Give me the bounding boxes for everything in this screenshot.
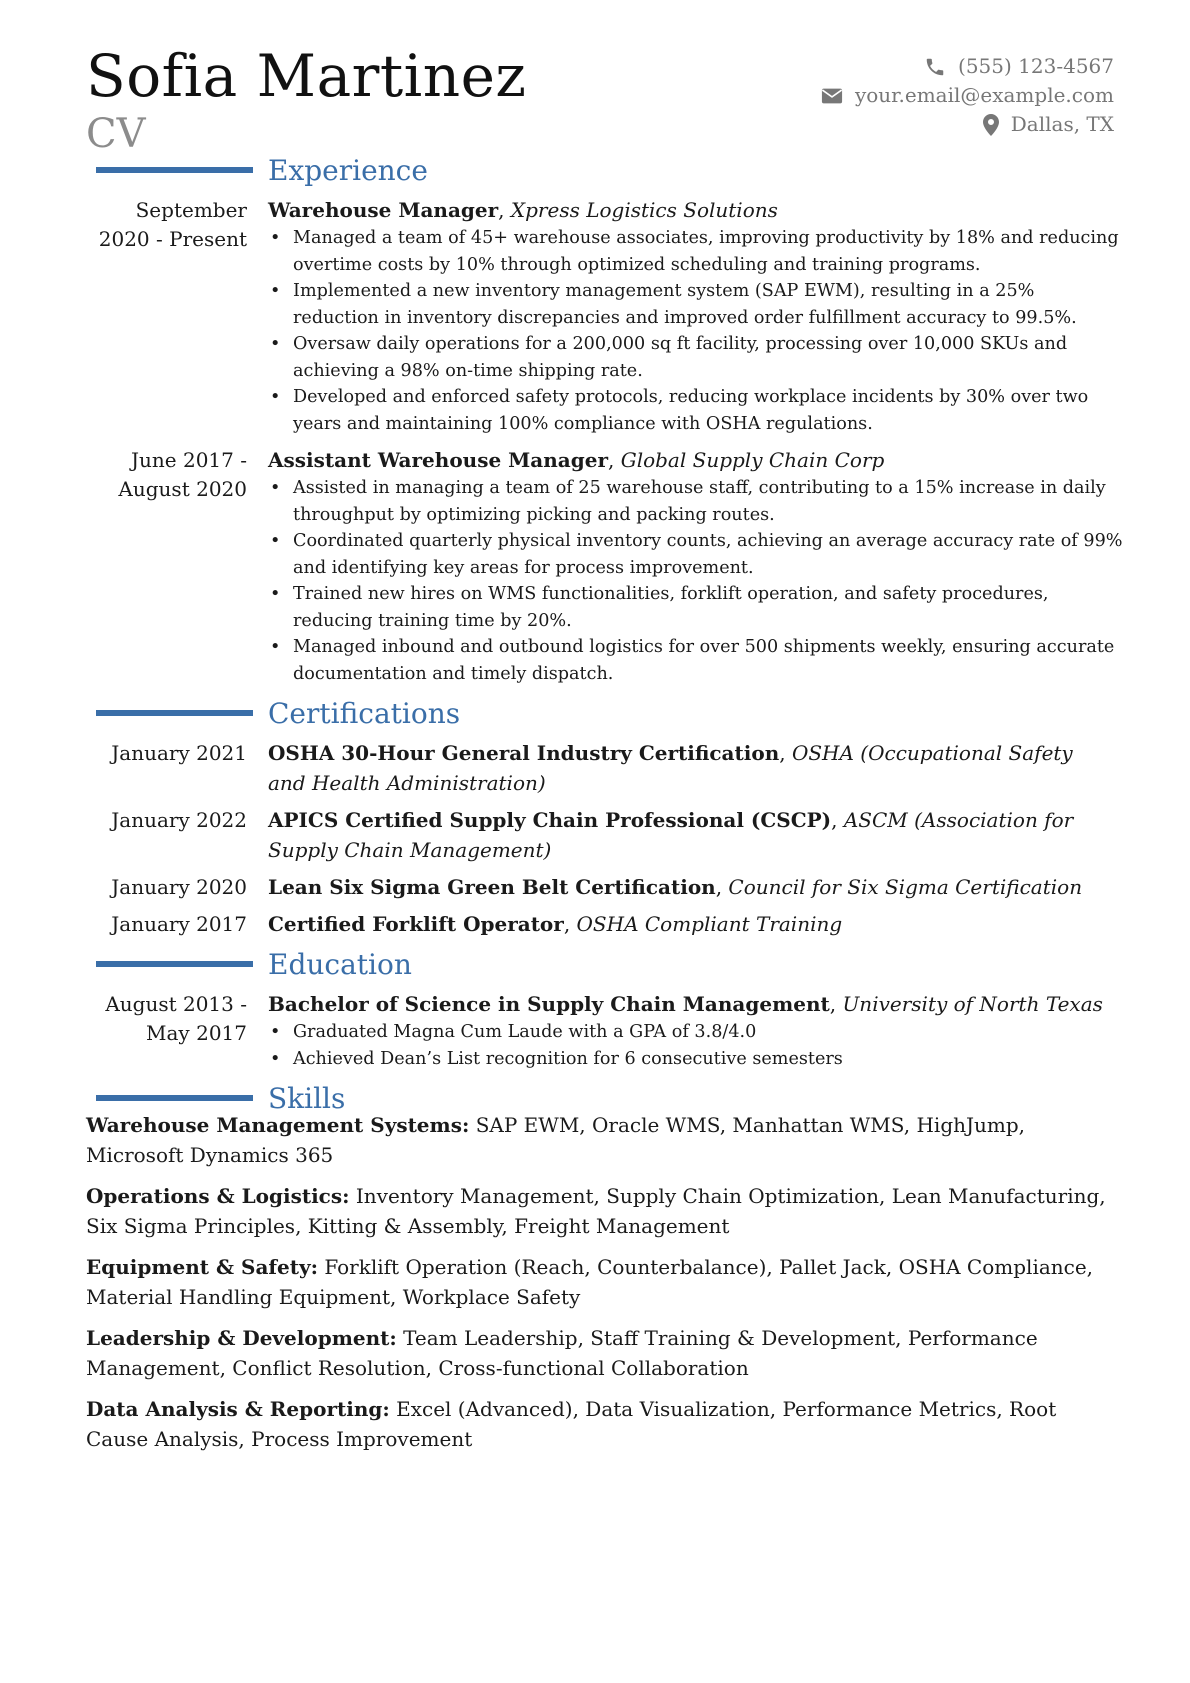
entry-date: January 2017: [111, 912, 247, 936]
contact-phone-row: [821, 52, 1114, 81]
entry-body: OSHA 30-Hour General Industry Certification, OSHA (Occupational Safety and Health Administration): [268, 741, 1073, 795]
skill-group: Operations & Logistics: Inventory Management, Supply Chain Optimization, Lean Manufacturing, Six Sigma Principles, Kitting & Assembly, Freight Management: [86, 1184, 1106, 1238]
experience-header: [0, 154, 1190, 190]
job-company: Xpress Logistics Solutions: [510, 198, 778, 222]
skill-group: Leadership & Development: Team Leadership, Staff Training & Development, Performance Management, Conflict Resolution, Cross-functional Collaboration: [86, 1326, 1038, 1380]
section-title-certifications: Certifications: [268, 697, 461, 730]
entry-date: January 2021: [111, 741, 247, 765]
document-subtitle: CV: [86, 111, 146, 157]
skill-group: Warehouse Management Systems: SAP EWM, Oracle WMS, Manhattan WMS, HighJump, Microsoft Dynamics 365: [86, 1113, 1026, 1167]
entry-body: Bachelor of Science in Supply Chain Management, University of North Texas • Graduated Magna Cum Laude with a GPA of 3.8/4.0 • Achieved Dean’s List recognition for 6 consecutive semesters: [268, 990, 1108, 1072]
list-item: • Managed inbound and outbound logistics for over 500 shipments weekly, ensuring accurate documentation and timely dispatch.: [268, 634, 1123, 687]
degree: Bachelor of Science in Supply Chain Management: [268, 992, 830, 1016]
contact-email[interactable]: your.email@example.com: [854, 83, 1114, 107]
contact-email-row: [821, 81, 1114, 110]
skills-list: [86, 1111, 1120, 1466]
certifications-header: [0, 697, 1190, 733]
entry-body: Assistant Warehouse Manager, Global Supply Chain Corp • Assisted in managing a team of 25 warehouse staff, contributing to a 15% increase in daily throughput by optimizing picking and packing routes. • Coordinated quarterly physical inventory counts, achieving an average accuracy rate of 99% and identifying key areas for process improvement. • Trained new hires on WMS functionalities, forklift operation, and safety procedures, reducing training time by 20%. • Managed inbound and outbound logistics for over 500 shipments weekly, ensuring accurate documentation and timely dispatch.: [268, 446, 1108, 687]
job-role: Warehouse Manager: [268, 198, 499, 222]
cert-issuer: OSHA (Occupational Safety and Health Administration): [268, 741, 1073, 795]
list-item: • Achieved Dean’s List recognition for 6 consecutive semesters: [268, 1046, 1123, 1073]
entry-body: APICS Certified Supply Chain Professional (CSCP), ASCM (Association for Supply Chain Management): [268, 808, 1074, 862]
contact-location-row: [821, 110, 1114, 139]
cert-issuer: ASCM (Association for Supply Chain Management): [268, 808, 1074, 862]
list-item: • Managed a team of 45+ warehouse associates, improving productivity by 18% and reducing overtime costs by 10% through optimized scheduling and training programs.: [268, 225, 1123, 278]
education-header: [0, 948, 1190, 984]
section-rule: [96, 961, 253, 967]
cert-name: OSHA 30-Hour General Industry Certification: [268, 741, 780, 765]
map-marker-icon: [983, 114, 999, 136]
job-role: Assistant Warehouse Manager: [268, 448, 608, 472]
school: University of North Texas: [842, 992, 1103, 1016]
section-rule: [96, 1095, 253, 1101]
cert-name: APICS Certified Supply Chain Professional (CSCP): [268, 808, 832, 832]
cert-issuer: Council for Six Sigma Certification: [728, 875, 1083, 899]
section-title-education: Education: [268, 948, 412, 981]
cert-name: Certified Forklift Operator: [268, 912, 564, 936]
entry-body: Warehouse Manager, Xpress Logistics Solutions • Managed a team of 45+ warehouse associates, improving productivity by 18% and reducing overtime costs by 10% through optimized scheduling and training programs. • Implemented a new inventory management system (SAP EWM), resulting in a 25% reduction in inventory discrepancies and improved order fulfillment accuracy to 99.5%. • Oversaw daily operations for a 200,000 sq ft facility, processing over 10,000 SKUs and achieving a 98% on-time shipping rate. • Developed and enforced safety protocols, reducing workplace incidents by 30% over two years and maintaining 100% compliance with OSHA regulations.: [268, 196, 1108, 437]
list-item: • Trained new hires on WMS functionalities, forklift operation, and safety procedures, reducing training time by 20%.: [268, 581, 1123, 634]
job-bullets: [268, 475, 1123, 687]
section-title-experience: Experience: [268, 154, 428, 187]
section-rule: [96, 710, 253, 716]
list-item: • Coordinated quarterly physical inventory counts, achieving an average accuracy rate of 99% and identifying key areas for process improvement.: [268, 528, 1123, 581]
cert-name: Lean Six Sigma Green Belt Certification: [268, 875, 716, 899]
envelope-icon: [821, 87, 843, 105]
section-title-skills: Skills: [268, 1082, 346, 1115]
list-item: • Implemented a new inventory management system (SAP EWM), resulting in a 25% reduction in inventory discrepancies and improved order fulfillment accuracy to 99.5%.: [268, 278, 1123, 331]
entry-date: September 2020 - Present: [98, 198, 247, 251]
phone-icon: [924, 56, 946, 78]
education-bullets: [268, 1019, 1108, 1072]
entry-date: June 2017 - August 2020: [118, 448, 247, 501]
entry-date: August 2013 - May 2017: [105, 992, 247, 1045]
entry-body: Certified Forklift Operator, OSHA Compliant Training: [268, 912, 843, 936]
contact-location: Dallas, TX: [1010, 112, 1114, 136]
list-item: • Developed and enforced safety protocols, reducing workplace incidents by 30% over two years and maintaining 100% compliance with OSHA regulations.: [268, 384, 1123, 437]
entry-date: January 2022: [111, 808, 247, 832]
section-rule: [96, 167, 253, 173]
skill-group: Data Analysis & Reporting: Excel (Advanced), Data Visualization, Performance Metrics, Root Cause Analysis, Process Improvement: [86, 1397, 1057, 1451]
cert-issuer: OSHA Compliant Training: [576, 912, 843, 936]
contact-block: [821, 52, 1114, 139]
job-company: Global Supply Chain Corp: [620, 448, 885, 472]
list-item: • Oversaw daily operations for a 200,000 sq ft facility, processing over 10,000 SKUs and achieving a 98% on-time shipping rate.: [268, 331, 1123, 384]
list-item: • Graduated Magna Cum Laude with a GPA of 3.8/4.0: [268, 1019, 1123, 1046]
list-item: • Assisted in managing a team of 25 warehouse staff, contributing to a 15% increase in daily throughput by optimizing picking and packing routes.: [268, 475, 1123, 528]
contact-phone[interactable]: (555) 123-4567: [958, 54, 1114, 78]
person-name: Sofia Martinez: [86, 42, 527, 110]
skill-group: Equipment & Safety: Forklift Operation (Reach, Counterbalance), Pallet Jack, OSHA Compliance, Material Handling Equipment, Workplace Safety: [86, 1255, 1094, 1309]
entry-date: January 2020: [111, 875, 247, 899]
job-bullets: [268, 225, 1119, 437]
entry-body: Lean Six Sigma Green Belt Certification, Council for Six Sigma Certification: [268, 875, 1083, 899]
